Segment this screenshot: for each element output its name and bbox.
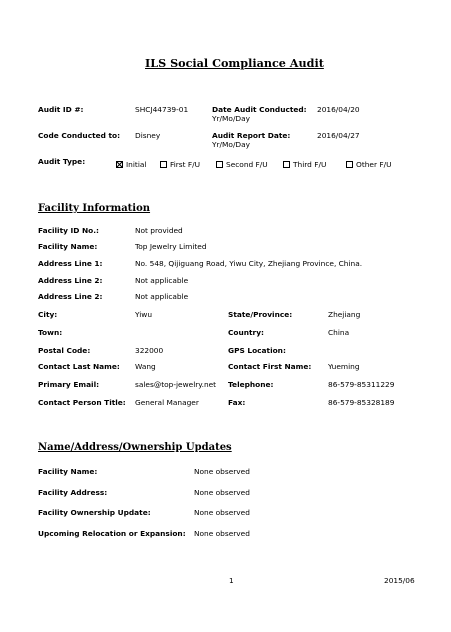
checkbox-icon[interactable] [346, 161, 353, 168]
gps-location-label: GPS Location: [228, 346, 286, 355]
address-line2b-value: Not applicable [135, 292, 189, 301]
city-value: Yiwu [135, 310, 153, 319]
checkbox-icon[interactable] [160, 161, 167, 168]
contact-title-value: General Manager [135, 398, 199, 407]
update-ownership-value: None observed [194, 508, 250, 517]
contact-first-name-value: Yueming [328, 362, 360, 371]
date-conducted-value: 2016/04/20 [317, 105, 360, 114]
checkbox-icon[interactable] [283, 161, 290, 168]
page-number: 1 [229, 576, 234, 585]
document-version: 2015/06 [384, 576, 415, 585]
state-label: State/Province: [228, 310, 293, 319]
contact-title-label: Contact Person Title: [38, 398, 126, 407]
report-date-format: Yr/Mo/Day [212, 140, 251, 149]
audit-type-second-fu[interactable]: Second F/U [216, 160, 268, 169]
audit-type-first-fu[interactable]: First F/U [160, 160, 200, 169]
update-facility-name-label: Facility Name: [38, 467, 98, 476]
country-label: Country: [228, 328, 264, 337]
contact-first-name-label: Contact First Name: [228, 362, 312, 371]
update-facility-address-label: Facility Address: [38, 488, 108, 497]
state-value: Zhejiang [328, 310, 361, 319]
report-date-value: 2016/04/27 [317, 131, 360, 140]
audit-id-value: SHCJ44739-01 [135, 105, 189, 114]
town-label: Town: [38, 328, 63, 337]
checkbox-icon[interactable] [216, 161, 223, 168]
audit-type-label: Audit Type: [38, 157, 86, 166]
update-ownership-label: Facility Ownership Update: [38, 508, 151, 517]
document-title: ILS Social Compliance Audit [145, 56, 324, 70]
city-label: City: [38, 310, 58, 319]
postal-code-value: 322000 [135, 346, 164, 355]
address-line1-value: No. 548, Qijiguang Road, Yiwu City, Zhejiang Province, China. [135, 259, 363, 268]
telephone-value: 86-579-85311229 [328, 380, 395, 389]
facility-name-label: Facility Name: [38, 242, 98, 251]
address-line2-value: Not applicable [135, 276, 189, 285]
report-date-label-block [212, 131, 290, 149]
checkbox-checked-icon[interactable] [116, 161, 123, 168]
report-date-label: Audit Report Date: [212, 131, 291, 140]
country-value: China [328, 328, 350, 337]
primary-email-label: Primary Email: [38, 380, 100, 389]
code-conducted-label: Code Conducted to: [38, 131, 121, 140]
audit-type-other-fu[interactable]: Other F/U [346, 160, 392, 169]
fax-label: Fax: [228, 398, 246, 407]
facility-section-heading: Facility Information [38, 203, 151, 214]
address-line2b-label: Address Line 2: [38, 292, 103, 301]
update-facility-name-value: None observed [194, 467, 250, 476]
updates-section-heading: Name/Address/Ownership Updates [38, 442, 232, 453]
date-conducted-label: Date Audit Conducted: [212, 105, 307, 114]
audit-type-third-fu[interactable]: Third F/U [283, 160, 326, 169]
audit-id-label: Audit ID #: [38, 105, 84, 114]
contact-last-name-label: Contact Last Name: [38, 362, 120, 371]
audit-type-initial[interactable]: Initial [116, 160, 146, 169]
update-relocation-value: None observed [194, 529, 250, 538]
date-conducted-label-block [212, 105, 307, 123]
update-facility-address-value: None observed [194, 488, 250, 497]
fax-value: 86-579-85328189 [328, 398, 395, 407]
address-line2-label: Address Line 2: [38, 276, 103, 285]
facility-id-value: Not provided [135, 226, 183, 235]
postal-code-label: Postal Code: [38, 346, 91, 355]
update-relocation-label: Upcoming Relocation or Expansion: [38, 529, 186, 538]
facility-name-value: Top Jewelry Limited [135, 242, 207, 251]
contact-last-name-value: Wang [135, 362, 156, 371]
primary-email-value: sales@top-jewelry.net [135, 380, 217, 389]
telephone-label: Telephone: [228, 380, 274, 389]
facility-id-label: Facility ID No.: [38, 226, 99, 235]
date-conducted-format: Yr/Mo/Day [212, 114, 251, 123]
address-line1-label: Address Line 1: [38, 259, 103, 268]
code-conducted-value: Disney [135, 131, 161, 140]
